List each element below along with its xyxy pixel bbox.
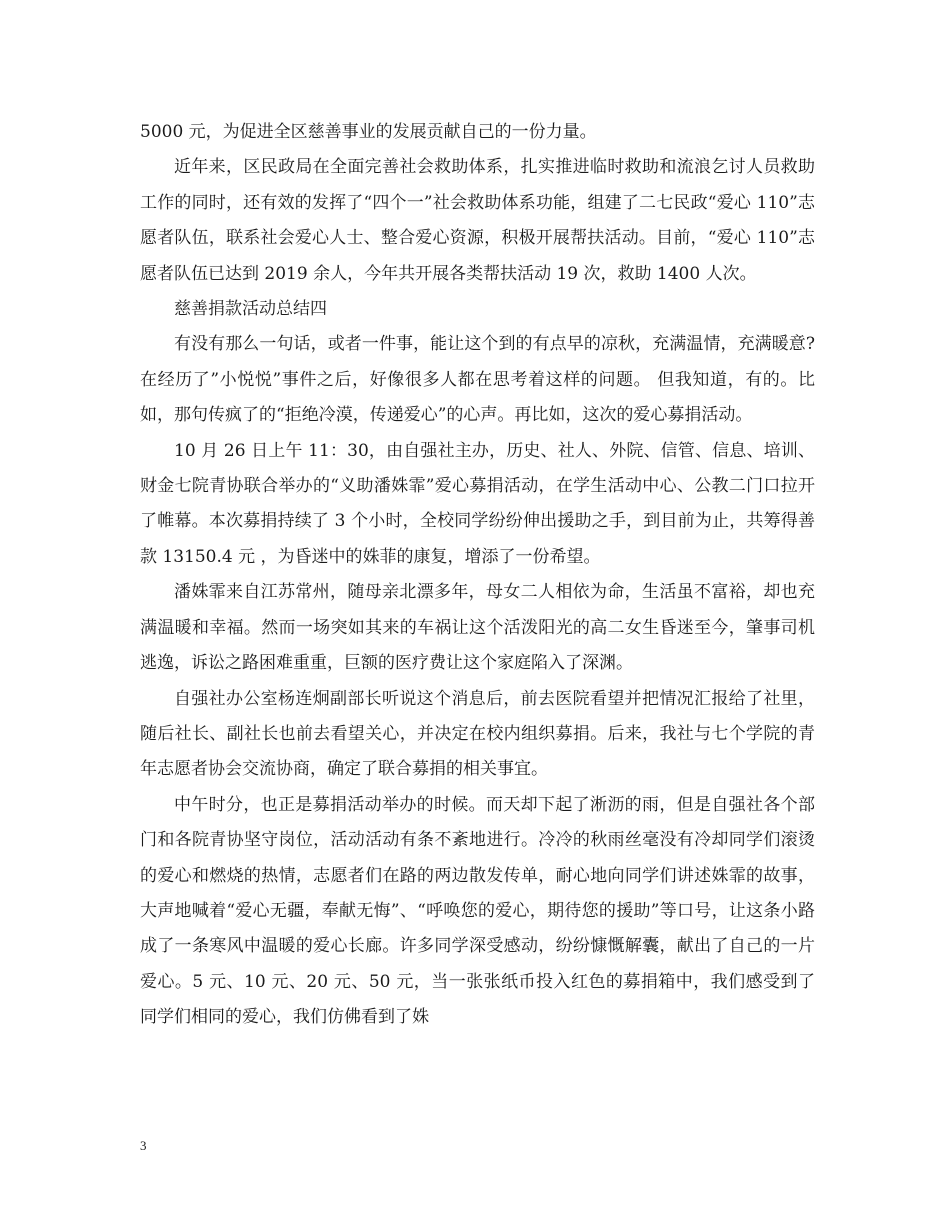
page-number: 3 xyxy=(140,1138,147,1153)
document-body xyxy=(140,115,815,1036)
paragraph-6: 自强社办公室杨连炯副部长听说这个消息后，前去医院看望并把情况汇报给了社里，随后社长、副社长也前去看望关心，并决定在校内组织募捐。后来，我社与七个学院的青年志愿者协会交流协商，确定了联合募捐的相关事宜。 xyxy=(140,688,815,780)
paragraph-3: 有没有那么一句话，或者一件事，能让这个到的有点早的凉秋，充满温情，充满暖意?在经历了”小悦悦”事件之后，好像很多人都在思考着这样的问题。 但我知道，有的。比如，那句传疯了的“拒绝冷漠，传递爱心”的心声。再比如，这次的爱心募捐活动。 xyxy=(140,334,815,426)
paragraph-5: 潘姝霏来自江苏常州，随母亲北漂多年，母女二人相依为命，生活虽不富裕，却也充满温暖和幸福。然而一场突如其来的车祸让这个活泼阳光的高二女生昏迷至今，肇事司机逃逸，诉讼之路困难重重，巨额的医疗费让这个家庭陷入了深渊。 xyxy=(140,582,815,674)
paragraph-2: 近年来，区民政局在全面完善社会救助体系，扎实推进临时救助和流浪乞讨人员救助工作的同时，还有效的发挥了“四个一”社会救助体系功能，组建了二七民政“爱心 110”志愿者队伍，联系社会爱心人士、整合爱心资源，积极开展帮扶活动。目前，“爱心 110”志愿者队伍已达到 2019 余人，今年共开展各类帮扶活动 19 次，救助 1400 人次。 xyxy=(140,157,815,284)
paragraph-4: 10 月 26 日上午 11：30，由自强社主办，历史、社人、外院、信管、信息、培训、财金七院青协联合举办的“义助潘姝霏”爱心募捐活动，在学生活动中心、公教二门口拉开了帷幕。本次募捐持续了 3 个小时，全校同学纷纷伸出援助之手，到目前为止，共筹得善款 13150.4 元 ，为昏迷中的姝菲的康复，增添了一份希望。 xyxy=(140,440,815,567)
paragraph-7: 中午时分，也正是募捐活动举办的时候。而天却下起了淅沥的雨，但是自强社各个部门和各院青协坚守岗位，活动活动有条不紊地进行。冷冷的秋雨丝毫没有冷却同学们滚烫的爱心和燃烧的热情，志愿者们在路的两边散发传单，耐心地向同学们讲述姝霏的故事，大声地喊着“爱心无疆，奉献无悔”、“呼唤您的爱心，期待您的援助”等口号，让这条小路成了一条寒风中温暖的爱心长廊。许多同学深受感动，纷纷慷慨解囊，献出了自己的一片爱心。5 元、10 元、20 元、50 元，当一张张纸币投入红色的募捐箱中，我们感受到了同学们相同的爱心，我们仿佛看到了姝 xyxy=(140,794,815,1028)
section-heading: 慈善捐款活动总结四 xyxy=(174,299,327,320)
paragraph-1: 5000 元，为促进全区慈善事业的发展贡献自己的一份力量。 xyxy=(140,122,597,142)
